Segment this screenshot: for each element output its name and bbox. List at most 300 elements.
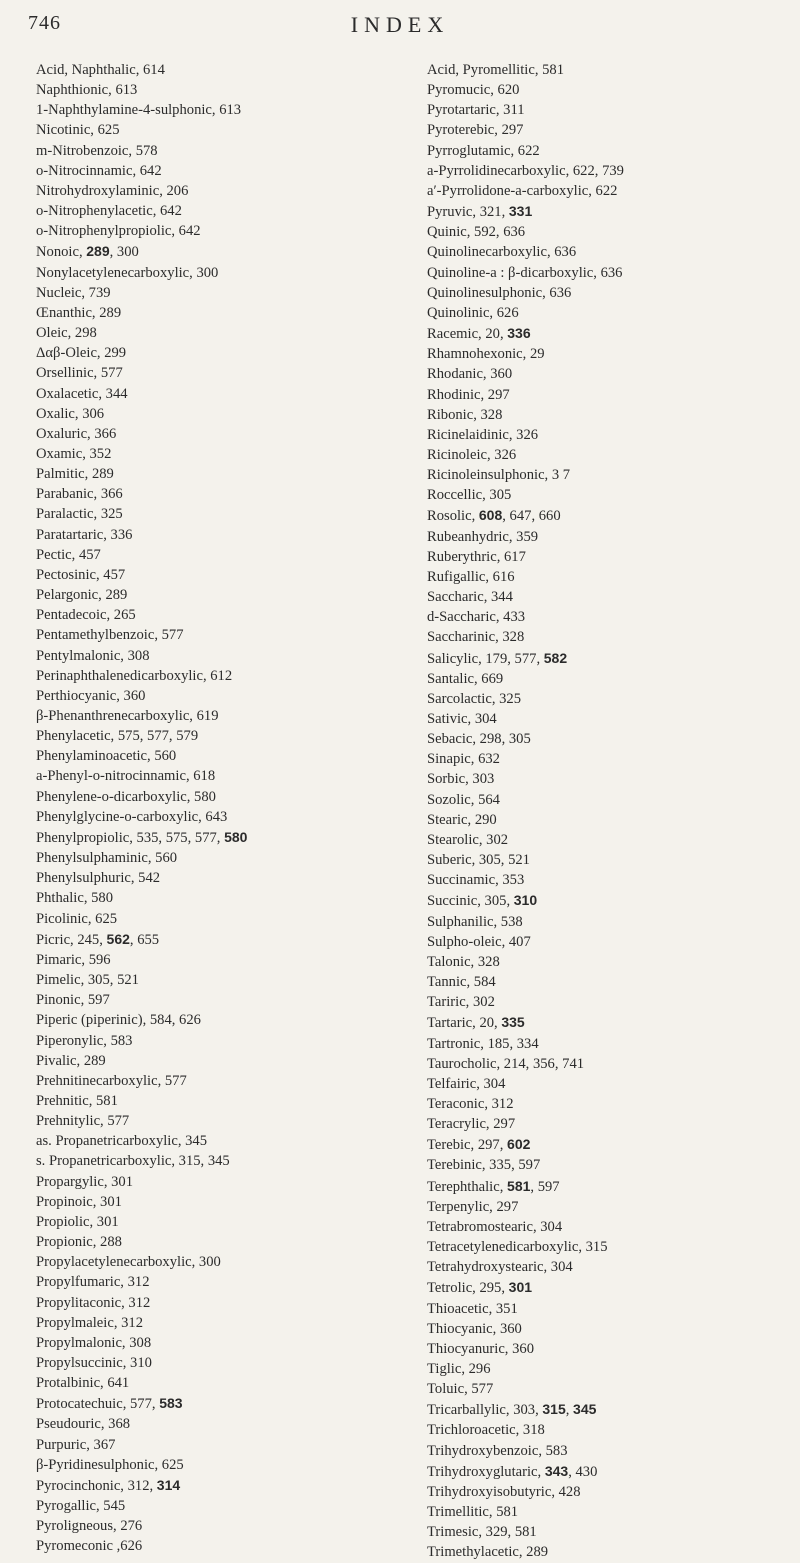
index-entry — [36, 545, 414, 565]
index-entry — [427, 769, 795, 789]
index-entry — [427, 323, 795, 344]
entry-text: Rosolic, — [427, 508, 479, 525]
bold-page-ref: 608 — [478, 507, 503, 524]
entry-text: Nucleic, 739 — [36, 284, 111, 301]
entry-text: Rhodinic, 297 — [427, 386, 510, 403]
index-entry — [36, 1455, 414, 1475]
entry-text: Tricarballylic, 303, — [427, 1402, 543, 1419]
entry-text: Pentadecoic, 265 — [36, 607, 136, 624]
index-entry — [36, 161, 414, 181]
entry-text: Quinolinesulphonic, 636 — [427, 284, 572, 301]
index-entry — [36, 363, 414, 383]
entry-text: , 597 — [530, 1178, 560, 1195]
index-entry — [36, 323, 414, 343]
entry-text: Propylmaleic, 312 — [36, 1314, 144, 1331]
entry-text: Phthalic, 580 — [36, 890, 114, 907]
entry-text: Perthiocyanic, 360 — [36, 687, 146, 704]
index-entry — [427, 567, 795, 587]
entry-text: Tetrabromostearic, 304 — [427, 1218, 563, 1235]
index-entry — [427, 405, 795, 425]
index-entry — [36, 1172, 414, 1192]
entry-text: o-Nitrophenylpropiolic, 642 — [36, 223, 201, 240]
index-entry — [427, 1441, 795, 1461]
entry-text: , 300 — [109, 244, 139, 261]
index-entry — [427, 527, 795, 547]
entry-text: a-Phenyl-o-nitrocinnamic, 618 — [36, 768, 216, 785]
index-entry — [427, 1339, 795, 1359]
index-entry — [427, 445, 795, 465]
index-entry — [427, 505, 795, 526]
index-entry — [36, 504, 414, 524]
index-entry — [427, 385, 795, 405]
index-entry — [36, 950, 414, 970]
entry-text: Tiglic, 296 — [427, 1361, 491, 1377]
index-entry — [427, 1461, 795, 1482]
bold-page-ref: 582 — [543, 649, 568, 666]
entry-text: Nonylacetylenecarboxylic, 300 — [36, 264, 219, 281]
index-entry — [427, 587, 795, 607]
entry-text: Trimesic, 329, 581 — [427, 1524, 537, 1541]
entry-text: o-Nitrophenylacetic, 642 — [36, 203, 182, 220]
index-entry — [427, 1217, 795, 1237]
bold-page-ref: 580 — [224, 828, 248, 845]
entry-text: Tariric, 302 — [427, 994, 495, 1011]
index-entry — [427, 263, 795, 283]
index-entry — [36, 1414, 414, 1434]
index-entry — [36, 909, 414, 929]
entry-text: Propylmalonic, 308 — [36, 1334, 152, 1351]
entry-text: Paralactic, 325 — [36, 506, 123, 523]
entry-text: Prehnitinecarboxylic, 577 — [36, 1072, 187, 1089]
entry-text: m-Nitrobenzoic, 578 — [36, 142, 158, 159]
index-entry — [36, 1373, 414, 1393]
entry-text: Phenylacetic, 575, 577, 579 — [36, 728, 199, 745]
entry-text: Teracrylic, 297 — [427, 1116, 516, 1133]
entry-text: Tetrahydroxystearic, 304 — [427, 1259, 573, 1276]
index-entry — [36, 1212, 414, 1232]
index-entry — [427, 1399, 795, 1420]
entry-text: Thiocyanuric, 360 — [427, 1340, 534, 1357]
entry-text: Pentamethylbenzoic, 577 — [36, 627, 184, 644]
entry-text: Prehnitic, 581 — [36, 1092, 118, 1109]
entry-text: Sativic, 304 — [427, 711, 497, 727]
index-entry — [36, 384, 414, 404]
index-entry — [427, 1155, 795, 1175]
entry-text: Phenylsulphaminic, 560 — [36, 850, 178, 867]
entry-text: Thioacetic, 351 — [427, 1300, 518, 1317]
index-entry — [427, 242, 795, 262]
index-entry — [36, 726, 414, 746]
entry-text: Pectic, 457 — [36, 546, 101, 563]
entry-text: Pyrocinchonic, 312, — [36, 1477, 157, 1494]
index-entry — [36, 565, 414, 585]
index-entry — [36, 1131, 414, 1151]
index-entry — [427, 607, 795, 627]
entry-text: Suberic, 305, 521 — [427, 852, 530, 869]
index-entry — [36, 1010, 414, 1030]
index-entry — [36, 585, 414, 605]
entry-text: Protocatechuic, 577, — [36, 1396, 160, 1413]
page-header — [0, 8, 800, 48]
index-entry — [427, 222, 795, 242]
entry-text: Terebic, 297, — [427, 1137, 508, 1154]
index-entry — [36, 1393, 414, 1414]
entry-text: a′-Pyrrolidone-a-carboxylic, 622 — [427, 182, 618, 199]
entry-text: Phenylsulphuric, 542 — [36, 870, 161, 887]
index-entry — [36, 80, 414, 100]
entry-text: Tetracetylenedicarboxylic, 315 — [427, 1239, 608, 1256]
index-entry — [427, 465, 795, 485]
entry-text: Perinaphthalenedicarboxylic, 612 — [36, 667, 233, 684]
entry-text: Prehnitylic, 577 — [36, 1113, 130, 1130]
entry-text: Trihydroxybenzoic, 583 — [427, 1442, 568, 1459]
entry-text: Ricinoleic, 326 — [427, 446, 517, 463]
index-entry — [427, 790, 795, 810]
index-entry — [36, 424, 414, 444]
entry-text: Trihydroxyisobutyric, 428 — [427, 1483, 581, 1500]
entry-text: Pelargonic, 289 — [36, 587, 128, 604]
entry-text: Pseudouric, 368 — [36, 1416, 131, 1433]
bold-page-ref: 314 — [156, 1476, 181, 1493]
index-entry — [36, 807, 414, 827]
index-entry — [36, 746, 414, 766]
entry-text: Œnanthic, 289 — [36, 304, 122, 321]
index-entry — [427, 1542, 795, 1562]
entry-text: Propinoic, 301 — [36, 1193, 122, 1210]
bold-page-ref: 562 — [106, 930, 130, 947]
entry-text: Trichloroacetic, 318 — [427, 1422, 545, 1439]
entry-text: Rhamnohexonic, 29 — [427, 346, 545, 363]
index-entry — [427, 1482, 795, 1502]
entry-text: β-Pyridinesulphonic, 625 — [36, 1456, 184, 1473]
index-entry — [36, 1252, 414, 1272]
entry-text: Stearic, 290 — [427, 811, 497, 828]
entry-text: , 647, 660 — [502, 508, 561, 525]
entry-text: Pyromucic, 620 — [427, 82, 520, 99]
entry-text: Talonic, 328 — [427, 953, 500, 970]
entry-text: Picolinic, 625 — [36, 910, 118, 927]
entry-text: Trihydroxyglutaric, — [427, 1463, 545, 1480]
index-entry — [36, 1071, 414, 1091]
index-entry — [36, 1031, 414, 1051]
entry-text: Ricinelaidinic, 326 — [427, 426, 539, 443]
index-entry — [427, 1257, 795, 1277]
entry-text: Propargylic, 301 — [36, 1173, 134, 1190]
index-entry — [36, 868, 414, 888]
index-entry — [427, 729, 795, 749]
running-title: INDEX — [350, 12, 450, 37]
entry-text: Sinapic, 632 — [427, 751, 500, 768]
index-entry — [36, 1313, 414, 1333]
index-entry — [36, 1353, 414, 1373]
bold-page-ref: 343 — [544, 1462, 569, 1479]
index-entry — [427, 1277, 795, 1298]
index-entry — [36, 1293, 414, 1313]
entry-text: Stearolic, 302 — [427, 831, 509, 848]
entry-text: Palmitic, 289 — [36, 466, 114, 483]
entry-text: Propylitaconic, 312 — [36, 1294, 151, 1311]
index-entry — [427, 1114, 795, 1134]
index-entry — [36, 888, 414, 908]
entry-text: s. Propanetricarboxylic, 315, 345 — [36, 1153, 230, 1170]
entry-text: Quinic, 592, 636 — [427, 224, 526, 241]
index-entry — [427, 850, 795, 870]
index-entry — [427, 810, 795, 830]
entry-text: Pentylmalonic, 308 — [36, 647, 150, 664]
index-entry — [427, 120, 795, 140]
entry-text: Acid, Naphthalic, 614 — [36, 62, 165, 78]
index-entry — [427, 1034, 795, 1054]
entry-text: , 655 — [129, 931, 160, 948]
entry-text: as. Propanetricarboxylic, 345 — [36, 1133, 208, 1150]
index-entry — [36, 201, 414, 221]
entry-text: o-Nitrocinnamic, 642 — [36, 162, 162, 179]
index-entry — [36, 848, 414, 868]
index-entry — [427, 303, 795, 323]
index-entry — [427, 425, 795, 445]
entry-text: Ruberythric, 617 — [427, 548, 526, 565]
entry-text: Pyromeconic ,626 — [36, 1538, 143, 1555]
entry-text: Propylfumaric, 312 — [36, 1274, 150, 1291]
index-entry — [36, 666, 414, 686]
entry-text: Pyroligneous, 276 — [36, 1518, 143, 1535]
index-entry — [427, 364, 795, 384]
entry-text: Rubeanhydric, 359 — [427, 528, 539, 545]
index-entry — [36, 1051, 414, 1071]
entry-text: Sarcolactic, 325 — [427, 690, 522, 707]
index-entry — [427, 100, 795, 120]
page-number: 746 — [28, 12, 61, 34]
entry-text: Toluic, 577 — [427, 1381, 494, 1398]
index-entry — [36, 625, 414, 645]
index-entry — [36, 827, 414, 848]
index-entry — [427, 870, 795, 890]
index-entry — [427, 181, 795, 201]
index-entry — [36, 1272, 414, 1292]
index-entry — [36, 1516, 414, 1536]
entry-text: Phenylaminoacetic, 560 — [36, 748, 177, 765]
index-entry — [36, 929, 414, 950]
bold-page-ref: 581 — [507, 1177, 531, 1194]
entry-text: Phenylglycine-o-carboxylic, 643 — [36, 808, 228, 825]
entry-text: Sulphanilic, 538 — [427, 913, 523, 930]
bold-page-ref: 310 — [513, 892, 538, 909]
index-entry — [427, 344, 795, 364]
bold-page-ref: 336 — [507, 325, 531, 342]
index-entry — [427, 1134, 795, 1155]
index-column-right — [427, 60, 795, 1563]
entry-text: Tetrolic, 295, — [427, 1280, 509, 1297]
entry-text: Orsellinic, 577 — [36, 365, 123, 382]
index-entry — [36, 1475, 414, 1496]
index-entry — [36, 1192, 414, 1212]
index-entry — [36, 970, 414, 990]
entry-text: Naphthionic, 613 — [36, 82, 138, 99]
entry-text: Rhodanic, 360 — [427, 366, 513, 383]
entry-text: Piperic (piperinic), 584, 626 — [36, 1012, 201, 1029]
index-entry — [427, 912, 795, 932]
index-entry — [427, 689, 795, 709]
index-entry — [36, 1151, 414, 1171]
entry-text: Roccellic, 305 — [427, 487, 512, 504]
index-entry — [427, 485, 795, 505]
index-entry — [427, 1197, 795, 1217]
bold-page-ref: 289 — [86, 243, 110, 260]
entry-text: Succinic, 305, — [427, 893, 514, 910]
index-entry — [427, 972, 795, 992]
entry-text: Sorbic, 303 — [427, 771, 495, 788]
entry-text: Nicotinic, 625 — [36, 122, 120, 139]
entry-text: Pyrotartaric, 311 — [427, 102, 525, 119]
index-entry — [427, 1420, 795, 1440]
index-entry — [36, 766, 414, 786]
index-entry — [36, 1091, 414, 1111]
entry-text: Quinolinecarboxylic, 636 — [427, 244, 577, 261]
entry-text: Trimethylacetic, 289 — [427, 1544, 549, 1561]
entry-text: Pimaric, 596 — [36, 951, 111, 968]
bold-page-ref: 583 — [159, 1395, 183, 1412]
index-entry — [36, 464, 414, 484]
bold-page-ref: 602 — [507, 1136, 531, 1153]
index-entry — [427, 1379, 795, 1399]
index-entry — [36, 484, 414, 504]
index-entry — [36, 1232, 414, 1252]
entry-text: Phenylpropiolic, 535, 575, 577, — [36, 829, 225, 846]
index-entry — [427, 1176, 795, 1197]
index-entry — [427, 749, 795, 769]
index-entry — [427, 60, 795, 80]
entry-text: Oxalacetic, 344 — [36, 385, 128, 402]
index-entry — [427, 932, 795, 952]
entry-text: Sebacic, 298, 305 — [427, 731, 531, 748]
entry-text: Quinolinic, 626 — [427, 304, 519, 321]
index-entry — [36, 120, 414, 140]
entry-text: Picric, 245, — [36, 931, 107, 948]
entry-text: Tannic, 584 — [427, 974, 496, 991]
index-entry — [36, 525, 414, 545]
index-entry — [427, 992, 795, 1012]
index-entry — [427, 627, 795, 647]
index-entry — [427, 1319, 795, 1339]
index-entry — [36, 100, 414, 120]
entry-text: β-Phenanthrenecarboxylic, 619 — [36, 708, 219, 724]
entry-text: Terephthalic, — [427, 1178, 508, 1195]
entry-text: Terebinic, 335, 597 — [427, 1157, 541, 1174]
index-entry — [36, 686, 414, 706]
entry-text: Terpenylic, 297 — [427, 1198, 519, 1215]
index-entry — [36, 303, 414, 323]
entry-text: Pyrroglutamic, 622 — [427, 142, 540, 159]
index-entry — [427, 1012, 795, 1033]
entry-text: d-Saccharic, 433 — [427, 609, 526, 626]
index-entry — [427, 201, 795, 222]
entry-text: Racemic, 20, — [427, 326, 508, 343]
entry-text: Propylacetylenecarboxylic, 300 — [36, 1254, 221, 1271]
entry-text: Telfairic, 304 — [427, 1075, 506, 1092]
entry-text: Propionic, 288 — [36, 1234, 122, 1251]
entry-text: Oxamic, 352 — [36, 445, 112, 462]
entry-text: Saccharic, 344 — [427, 589, 513, 606]
index-entry — [36, 241, 414, 262]
index-entry — [36, 787, 414, 807]
index-entry — [427, 1074, 795, 1094]
entry-text: Oxalic, 306 — [36, 405, 105, 422]
index-column-left — [36, 60, 414, 1557]
entry-text: Pectosinic, 457 — [36, 566, 126, 583]
index-entry — [427, 161, 795, 181]
bold-page-ref: 331 — [508, 203, 533, 220]
index-entry — [427, 1237, 795, 1257]
index-entry — [36, 646, 414, 666]
entry-text: Oleic, 298 — [36, 325, 97, 342]
index-entry — [427, 1054, 795, 1074]
index-entry — [36, 141, 414, 161]
entry-text: Δαβ-Oleic, 299 — [36, 345, 127, 362]
entry-text: Ribonic, 328 — [427, 406, 503, 423]
entry-text: Teraconic, 312 — [427, 1095, 514, 1112]
entry-text: Succinamic, 353 — [427, 872, 525, 889]
index-entry — [36, 605, 414, 625]
index-entry — [427, 890, 795, 911]
index-entry — [427, 1502, 795, 1522]
entry-text: Phenylene-o-dicarboxylic, 580 — [36, 788, 216, 805]
entry-text: Rufigallic, 616 — [427, 568, 515, 585]
index-entry — [427, 1299, 795, 1319]
entry-text: Sulpho-oleic, 407 — [427, 933, 531, 950]
entry-text: Pyruvic, 321, — [427, 204, 509, 221]
index-entry — [36, 990, 414, 1010]
index-entry — [36, 283, 414, 303]
index-entry — [427, 1522, 795, 1542]
entry-text: Propiolic, 301 — [36, 1213, 119, 1230]
bold-page-ref: 301 — [508, 1279, 533, 1296]
index-entry — [36, 1333, 414, 1353]
entry-text: Pinonic, 597 — [36, 992, 110, 1009]
entry-text: Santalic, 669 — [427, 670, 504, 687]
index-entry — [427, 830, 795, 850]
entry-text: Pyrogallic, 545 — [36, 1498, 126, 1515]
bold-page-ref: 335 — [501, 1014, 525, 1031]
entry-text: Tartaric, 20, — [427, 1015, 502, 1032]
entry-text: Protalbinic, 641 — [36, 1375, 130, 1392]
index-entry — [36, 343, 414, 363]
entry-text: , 430 — [568, 1463, 598, 1480]
index-entry — [36, 1435, 414, 1455]
index-entry — [36, 706, 414, 726]
entry-text: Sozolic, 564 — [427, 791, 500, 808]
index-entry — [427, 669, 795, 689]
entry-text: Taurocholic, 214, 356, 741 — [427, 1055, 585, 1072]
bold-page-ref: 315 — [542, 1401, 566, 1418]
index-entry — [36, 444, 414, 464]
bold-page-ref: 345 — [573, 1401, 597, 1418]
entry-text: Pivalic, 289 — [36, 1052, 106, 1069]
entry-text: Tartronic, 185, 334 — [427, 1035, 539, 1052]
entry-text: Parabanic, 366 — [36, 486, 123, 503]
index-entry — [427, 709, 795, 729]
index-entry — [36, 221, 414, 241]
index-entry — [427, 952, 795, 972]
index-entry — [36, 1496, 414, 1516]
entry-text: Salicylic, 179, 577, — [427, 650, 544, 667]
index-entry — [427, 1094, 795, 1114]
index-entry — [36, 263, 414, 283]
index-entry — [427, 648, 795, 669]
index-entry — [36, 60, 414, 80]
index-entry — [427, 1359, 795, 1379]
entry-text: Oxaluric, 366 — [36, 425, 117, 442]
index-entry — [36, 404, 414, 424]
